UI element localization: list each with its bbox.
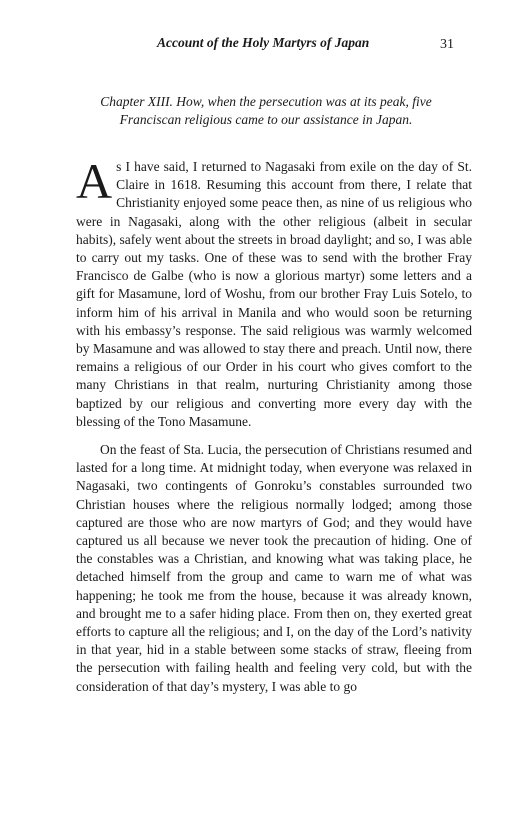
running-title: Account of the Holy Martyrs of Japan bbox=[157, 35, 370, 50]
paragraph-1 bbox=[76, 153, 472, 431]
page-number: 31 bbox=[440, 37, 454, 52]
chapter-heading: Chapter XIII. How, when the persecution was at its peak, five Franciscan religious came to our assistance in Japan. bbox=[100, 94, 432, 127]
drop-cap: A bbox=[76, 153, 113, 209]
body-text bbox=[76, 153, 472, 696]
paragraph-2: On the feast of Sta. Lucia, the persecution of Christians resumed and lasted for a long time. At midnight today, when everyone was relaxed in Nagasaki, two contingents of Gonroku’s constables surrounded two Christian houses where the religious normally lodged; among those captured are those who are now martyrs of God; and they would have captured us all because we never took the precaution of hiding. One of the constables was a Christian, and knowing what was taking place, he detached himself from the group and came to warn me of what was happening; he took me from the house, because it was already known, and brought me to a safer hiding place. From then on, they exerted great efforts to capture all the religious; and I, on the day of the Lord’s nativity in that year, hid in a stable between some stacks of straw, fleeing from the persecution with failing health and feeling very cold, but with the consideration of that day’s mystery, I was able to go bbox=[76, 442, 472, 694]
running-header bbox=[0, 34, 528, 54]
paragraph-1-text: s I have said, I returned to Nagasaki from exile on the day of St. Claire in 1618. Resuming this account from there, I relate that Christianity enjoyed some peace then, as nine of us religious who were in Nagasaki, along with the other religious (albeit in secular habits), safely went about the streets in broad daylight; and so, I was able to carry out my tasks. One of these was to send with the brother Fray Francisco de Galbe (who is now a glorious martyr) some letters and a gift for Masamune, lord of Woshu, from our brother Fray Luis Sotelo, to inform him of his arrival in Manila and who would soon be returning with his embassy’s response. The said religious was warmly welcomed by Masamune and was allowed to stay there and preach. Until now, there remains a religious of our Order in his court who gives comfort to the many Christians in that realm, nurturing Christianity among those baptized by our religious and converting more every day with the blessing of the Tono Masamune. bbox=[76, 159, 472, 429]
